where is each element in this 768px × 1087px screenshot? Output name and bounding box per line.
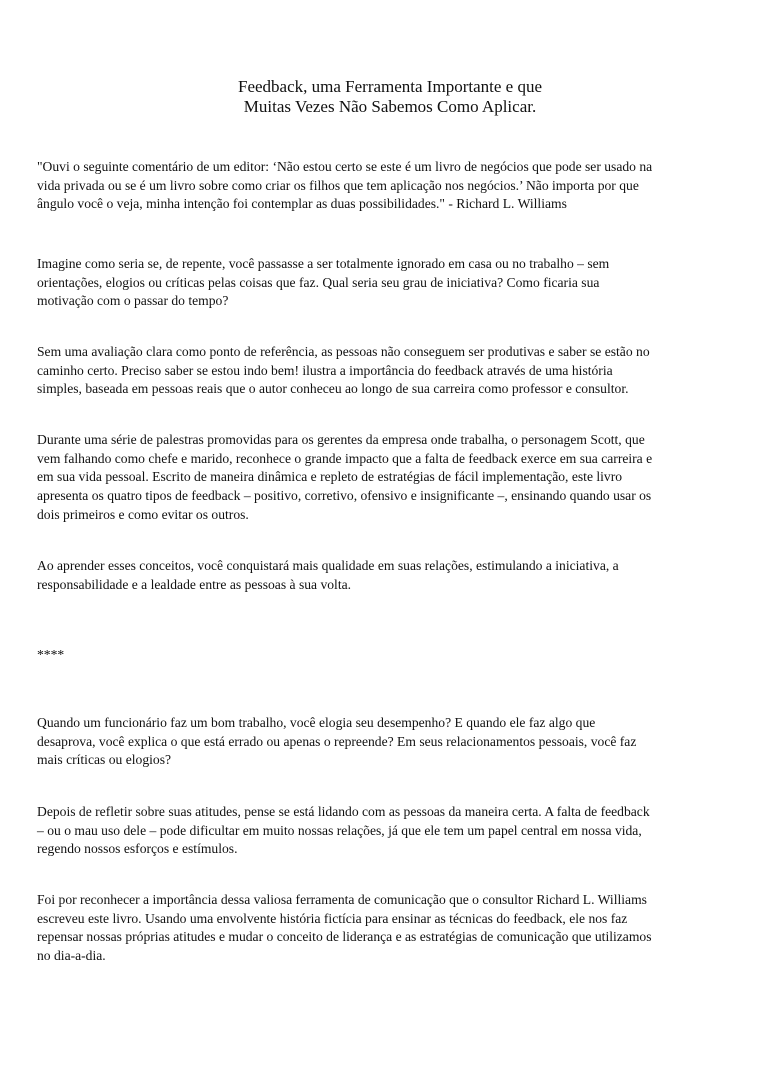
- paragraph-reconhecer: [37, 891, 743, 966]
- paragraph-line: Foi por reconhecer a importância dessa valiosa ferramenta de comunicação que o consultor Richard L. Williams: [37, 892, 647, 907]
- paragraph-line: "Ouvi o seguinte comentário de um editor: ‘Não estou certo se este é um livro de negócios que pode ser usado na: [37, 159, 653, 174]
- paragraph-line: em sua vida pessoal. Escrito de maneira dinâmica e repleto de estratégias de fácil implementação, este livro: [37, 469, 623, 485]
- paragraph-line: Ao aprender esses conceitos, você conquistará mais qualidade em suas relações, estimulando a iniciativa, a: [37, 558, 619, 573]
- paragraph-funcionario: [37, 714, 743, 770]
- paragraph-line: Quando um funcionário faz um bom trabalho, você elogia seu desempenho? E quando ele faz algo que: [37, 715, 596, 730]
- paragraph-line: Depois de refletir sobre suas atitudes, pense se está lidando com as pessoas da maneira certa. A falta de feedback: [37, 804, 650, 819]
- paragraph-line: Imagine como seria se, de repente, você passasse a ser totalmente ignorado em casa ou no trabalho – sem: [37, 256, 610, 271]
- paragraph-line: simples, baseada em pessoas reais que o autor conheceu ao longo de sua carreira como professor e consultor.: [37, 381, 629, 397]
- paragraph-line: Durante uma série de palestras promovidas para os gerentes da empresa onde trabalha, o personagem Scott, que: [37, 432, 645, 447]
- title-line-1: Feedback, uma Ferramenta Importante e que: [238, 77, 542, 96]
- title-line-2: Muitas Vezes Não Sabemos Como Aplicar.: [243, 97, 537, 116]
- paragraph-line: apresenta os quatro tipos de feedback – positivo, corretivo, ofensivo e insignificante –, ensinando quando usar os: [37, 488, 652, 504]
- paragraph-line: orientações, elogios ou críticas pelas coisas que faz. Qual seria seu grau de iniciativa? Como ficaria sua: [37, 274, 600, 290]
- paragraph-line: ângulo você o veja, minha intenção foi contemplar as duas possibilidades." - Richard L. Williams: [37, 196, 567, 212]
- paragraph-line: caminho certo. Preciso saber se estou indo bem! ilustra a importância do feedback através de uma história: [37, 362, 613, 378]
- paragraph-quote: [37, 158, 743, 214]
- paragraph-palestras: [37, 431, 743, 525]
- paragraph-line: responsabilidade e a lealdade entre as pessoas à sua volta.: [37, 576, 352, 592]
- paragraph-line: repensar nossas próprias atitudes e mudar o conceito de liderança e as estratégias de comunicação que utilizamos: [37, 929, 652, 945]
- paragraph-avaliacao: [37, 343, 743, 399]
- paragraph-imagine: [37, 255, 743, 311]
- paragraph-line: escreveu este livro. Usando uma envolvente história fictícia para ensinar as técnicas do feedback, ele nos faz: [37, 910, 628, 926]
- paragraph-line: dois primeiros e como evitar os outros.: [37, 506, 249, 522]
- paragraph-line: motivação com o passar do tempo?: [37, 293, 229, 309]
- paragraph-line: regendo nossos esforços e estímulos.: [37, 841, 238, 857]
- paragraph-refletir: [37, 803, 743, 859]
- separator-stars: ****: [37, 647, 65, 662]
- paragraph-line: – ou o mau uso dele – pode dificultar em muito nossas relações, já que ele tem um papel central em nossa vida,: [37, 822, 642, 838]
- paragraph-line: desaprova, você explica o que está errado ou apenas o repreende? Em seus relacionamentos pessoais, você faz: [37, 733, 637, 749]
- paragraph-line: mais críticas ou elogios?: [37, 752, 172, 768]
- paragraph-line: no dia-a-dia.: [37, 948, 106, 964]
- paragraph-line: vem falhando como chefe e marido, reconhece o grande impacto que a falta de feedback exerce em sua carreira e: [37, 450, 653, 466]
- document-title: [140, 77, 640, 117]
- paragraph-conceitos: [37, 557, 743, 594]
- section-separator: [37, 646, 743, 665]
- paragraph-line: vida privada ou se é um livro sobre como criar os filhos que tem aplicação nos negócios.’ Não importa por que: [37, 177, 639, 193]
- paragraph-line: Sem uma avaliação clara como ponto de referência, as pessoas não conseguem ser produtivas e saber se estão no: [37, 344, 650, 359]
